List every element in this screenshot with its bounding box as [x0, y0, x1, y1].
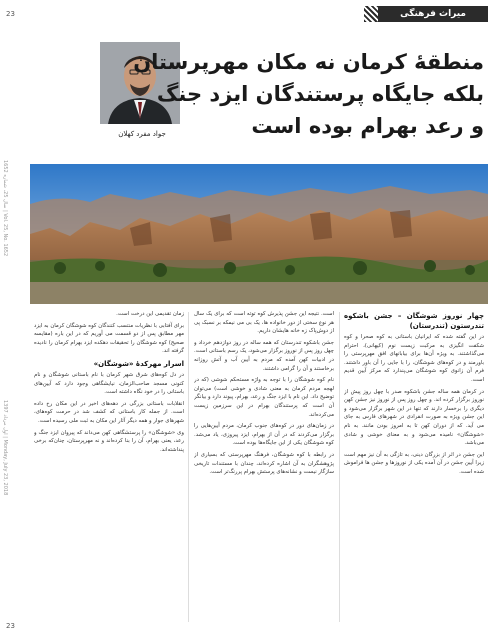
column-right-subheading: چهار نوروز شوشگان – جشن باشکوه تندرستون (تندرستان): [344, 312, 484, 330]
paragraph: وی «شوشگان» را پرستشگاهی کهن می‌داند که پیروان ایزد جنگ و رعد، یعنی بهرام، آن را بنا کرده‌اند و نه مهرپرستان، چنان‌که برخی پنداشته‌اند.: [34, 429, 184, 453]
title-line-2: بلکه جایگاه پرستندگان ایزد جنگ: [156, 82, 484, 106]
title-line-3: و رعد بهرام بوده است: [251, 114, 484, 138]
paragraph: است. نتیجه این جشن پذیرش کوه توته است که برای یک سال هر نوع سختی از دور خانواده ها، یک بی می نیمکه بر نسبک پی از دوش‌پاک زه خانه هایشان داریم.: [194, 311, 334, 335]
page-number-top: 23: [6, 10, 15, 18]
header-bar: [0, 0, 494, 22]
paragraph: زمان تقدیمی این درخت است.: [116, 311, 184, 317]
paragraph: جشن باشکوه تندرستان که همه ساله در روز دوازدهم خرداد و چهل روز پس از نوروز برگزار می‌شود، یک رسم باستانی است. در ادبیات کهن آمده که مردم به آیین آب و آتش روزانه برخاستند و آن را گرامی داشتند.: [194, 339, 334, 372]
landscape-photo: [30, 164, 488, 304]
column-divider: [188, 312, 189, 622]
section-label: میراث فرهنگی: [378, 6, 488, 22]
column-middle: [194, 310, 334, 630]
side-meta-issue: سال 25، شماره 1652 | Vol. 25, No. 1652: [2, 160, 8, 257]
paragraph: در این گفته شده که ایرانیان باستانی به کوه صحرا و کوه شکفت انگیزی به مرکبت زیست نوم (کیهانی)، احترام می‌گذاشتند. به ویژه آن‌ها برای بیابانهای افق مهرپرستی را باورمند و در کوه‌های شوشگان، را با جایی را آن باور داشتند. فرم آن زانوی کوه شوشگان می‌پندارد که مرکز آیین قدیم است.: [344, 334, 484, 383]
author-name: جواد مفرد کهلان: [118, 130, 166, 138]
paragraph: در کرمان همه ساله جشن باشکوه صدر با چهل روز پیش از نوروز برگزار کرده اند. و چهل روز پس از نوروز نیز جشن کهن دیگری را برخسار دارند که تنها در این شهر برگزار می‌شود و این جشن ویژه به صورت انفرادی در شهرهای فارس به جای می آید. که از دوران کهن تا به امروز بودن مانند. به نام «شوشگان» نامیده می‌شود و به معنای خوشی و شادی می‌باشد.: [344, 388, 484, 447]
paragraph: نام کوه شوشگان را با توجه به واژه مستحکم شوشی (که در لهجه مردم کرمان به معنی شادی و خوشی است) می‌توان توضیح داد. این نام با ایزد جنگ و رعد، بهرام، پیوند دارد و بیانگر آن است که پرستندگان بهرام در این سرزمین زیست می‌کرده‌اند.: [194, 377, 334, 418]
paragraph: این جشن در اثر از بزرگان دینی، به تازگی به آن نیز مهم است زیرا آیین جشن در آن آمده یکی از نوروزها و جشن ها فراموش شده است.: [344, 451, 484, 475]
column-right: [344, 310, 484, 630]
page-number-bottom: 23: [6, 622, 15, 630]
title-line-1: منطقهٔ کرمان نه مکان مهرپرستان: [133, 50, 484, 74]
paragraph: در دل کوه‌های شرق شهر کرمان با نام باستانی شوشگان و نام کنونی مسجد صاحب‌الزمان، نیایشگاهی وجود دارد که آیین‌های باستانی را در خود نگاه داشته است.: [34, 371, 184, 396]
paragraph: در زمان‌های دور در کوه‌های جنوب کرمان، مردم آیین‌هایی را برگزار می‌کردند که در آن از بهرام، ایزد پیروزی، یاد می‌شد. کوه شوشگان یکی از این جایگاه‌ها بوده است.: [194, 423, 334, 447]
paragraph: برای آفتابی با نظریات منتسب کنندگان کوه شوشگان کرمان به ایزد مهر مطابق پس از دو قسمت می آوریم که در این باره (مقایسه صحیح) کوه شوشگان را تحقیقات دهکده ایزد بهرام کرمان را نادیده گرفته اند.: [34, 322, 184, 355]
paragraph: در رابطه با کوه شوشگان، فرهنگ مهرپرستی که بسیاری از پژوهشگران به آن اشاره کرده‌اند، چندان با مستندات تاریخی سازگار نیست و نشانه‌های پرستش بهرام پررنگ‌تر است.: [194, 451, 334, 476]
column-left-subheading: اسرار مهرکدهٔ «شوشگان»: [93, 359, 184, 368]
paragraph: انقلابات باستانی بزرگی در دهه‌های اخیر در این مکان رخ داده است. از جمله کار باستانی که کشف شد در حرمت کوه‌های، شهرهای جوار و همه دیگر آثار این مکان به ثبت ملی رسیده است.: [34, 400, 184, 424]
side-meta-date: اول مرداد 1397 | Monday, July 23, 2018: [2, 400, 8, 496]
column-divider: [339, 312, 340, 622]
header-ornament: [364, 6, 378, 22]
column-left: [34, 310, 184, 630]
